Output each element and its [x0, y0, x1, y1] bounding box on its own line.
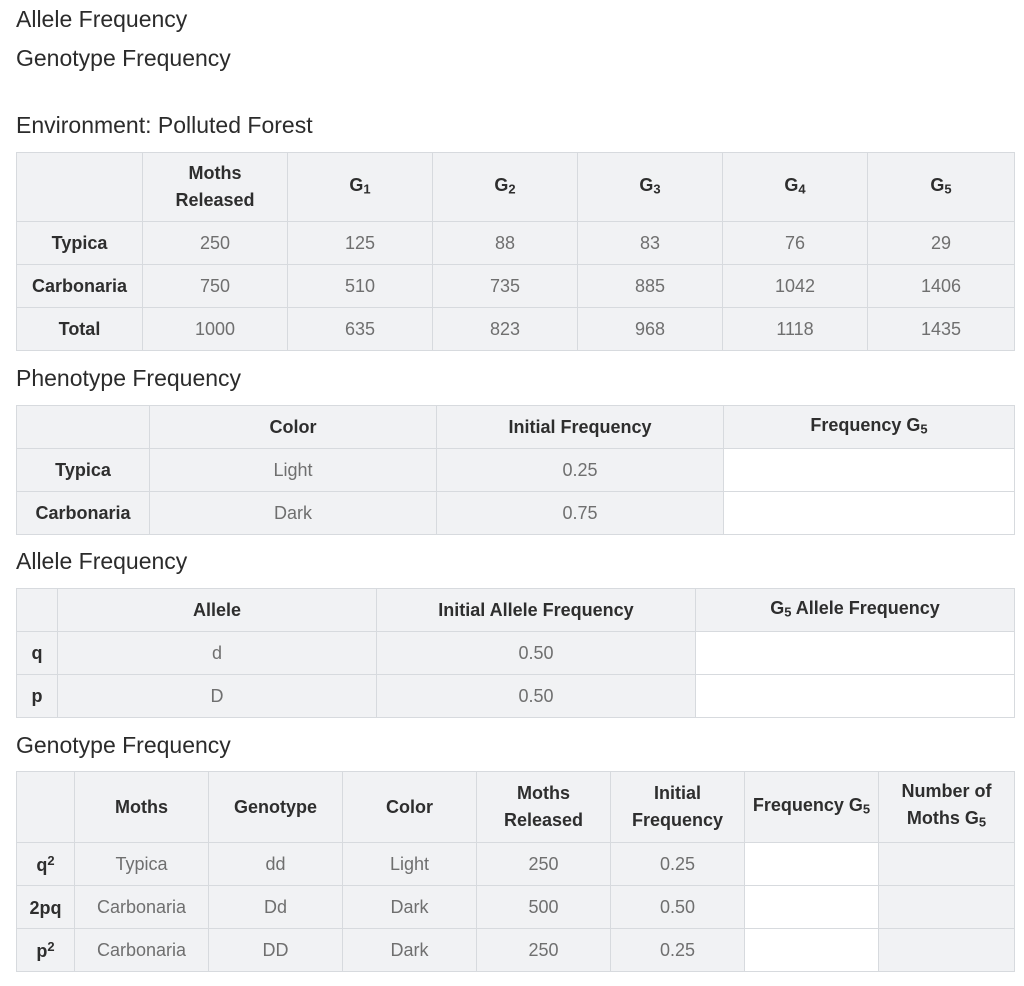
col-number-of-moths-g5: Number of Moths $G_5$ [879, 772, 1015, 843]
g5-allele-frequency-input[interactable] [696, 675, 1015, 718]
cell: 885 [578, 265, 723, 308]
table-header-row [17, 772, 1015, 843]
table-header-row [17, 589, 1015, 632]
genotype-table [16, 771, 1015, 972]
table-row [17, 449, 1015, 492]
col-moths: Moths [75, 772, 209, 843]
col-g3: $G_3$ [578, 153, 723, 222]
cell: 1000 [143, 308, 288, 351]
row-label: q [17, 632, 58, 675]
row-label: Total [17, 308, 143, 351]
number-of-moths-g5-input[interactable] [879, 843, 1015, 886]
table-row [17, 675, 1015, 718]
allele-frequency-link[interactable]: Allele Frequency [16, 6, 188, 32]
col-g4: $G_4$ [723, 153, 868, 222]
phenotype-table [16, 405, 1015, 535]
col-g2: $G_2$ [433, 153, 578, 222]
moths-table [16, 152, 1015, 351]
row-label: p [17, 675, 58, 718]
table-row [17, 843, 1015, 886]
cell: Carbonaria [75, 886, 209, 929]
row-label: $p^2$ [17, 929, 75, 972]
cell: 0.25 [611, 929, 745, 972]
cell: 1406 [868, 265, 1015, 308]
cell: Typica [75, 843, 209, 886]
cell: 88 [433, 222, 578, 265]
cell: 250 [143, 222, 288, 265]
col-genotype: Genotype [209, 772, 343, 843]
cell: 0.50 [377, 632, 696, 675]
cell: 968 [578, 308, 723, 351]
table-header-row [17, 406, 1015, 449]
cell: 0.25 [611, 843, 745, 886]
number-of-moths-g5-input[interactable] [879, 929, 1015, 972]
table-row [17, 222, 1015, 265]
cell: 29 [868, 222, 1015, 265]
cell: D [58, 675, 377, 718]
table-row [17, 929, 1015, 972]
row-label: Carbonaria [17, 492, 150, 535]
col-initial-allele-frequency: Initial Allele Frequency [377, 589, 696, 632]
row-label: $q^2$ [17, 843, 75, 886]
genotype-frequency-title: Genotype Frequency [16, 732, 231, 758]
col-frequency-g5: Frequency $G_5$ [724, 406, 1015, 449]
cell: 0.75 [437, 492, 724, 535]
cell: 510 [288, 265, 433, 308]
genotype-frequency-link[interactable]: Genotype Frequency [16, 45, 231, 71]
row-label: 2pq [17, 886, 75, 929]
col-initial-frequency: Initial Frequency [437, 406, 724, 449]
cell: 0.50 [377, 675, 696, 718]
cell: Dark [150, 492, 437, 535]
table-row [17, 632, 1015, 675]
cell: 0.50 [611, 886, 745, 929]
frequency-g5-input[interactable] [745, 929, 879, 972]
cell: 735 [433, 265, 578, 308]
col-allele: Allele [58, 589, 377, 632]
table-row [17, 492, 1015, 535]
cell: 750 [143, 265, 288, 308]
cell: 250 [477, 843, 611, 886]
cell: 1042 [723, 265, 868, 308]
cell: dd [209, 843, 343, 886]
corner-cell [17, 589, 58, 632]
cell: 250 [477, 929, 611, 972]
number-of-moths-g5-input[interactable] [879, 886, 1015, 929]
col-frequency-g5: Frequency $G_5$ [745, 772, 879, 843]
table-row [17, 265, 1015, 308]
cell: 76 [723, 222, 868, 265]
cell: 1118 [723, 308, 868, 351]
cell: Carbonaria [75, 929, 209, 972]
cell: Dark [343, 886, 477, 929]
cell: 1435 [868, 308, 1015, 351]
cell: 500 [477, 886, 611, 929]
cell: 823 [433, 308, 578, 351]
cell: d [58, 632, 377, 675]
corner-cell [17, 406, 150, 449]
frequency-g5-input[interactable] [724, 449, 1015, 492]
frequency-g5-input[interactable] [724, 492, 1015, 535]
allele-frequency-title: Allele Frequency [16, 548, 188, 574]
frequency-g5-input[interactable] [745, 886, 879, 929]
col-color: Color [150, 406, 437, 449]
col-g5: $G_5$ [868, 153, 1015, 222]
corner-cell [17, 772, 75, 843]
col-color: Color [343, 772, 477, 843]
cell: 83 [578, 222, 723, 265]
row-label: Typica [17, 222, 143, 265]
col-g5-allele-frequency: $G_5$ Allele Frequency [696, 589, 1015, 632]
environment-title: Environment: Polluted Forest [16, 112, 313, 138]
cell: DD [209, 929, 343, 972]
col-moths-released: Moths Released [143, 153, 288, 222]
corner-cell [17, 153, 143, 222]
cell: Dark [343, 929, 477, 972]
col-moths-released: Moths Released [477, 772, 611, 843]
cell: 635 [288, 308, 433, 351]
cell: 125 [288, 222, 433, 265]
frequency-g5-input[interactable] [745, 843, 879, 886]
phenotype-frequency-title: Phenotype Frequency [16, 365, 242, 391]
table-row [17, 886, 1015, 929]
cell: 0.25 [437, 449, 724, 492]
allele-table [16, 588, 1015, 718]
row-label: Typica [17, 449, 150, 492]
cell: Light [343, 843, 477, 886]
table-header-row [17, 153, 1015, 222]
col-g1: $G_1$ [288, 153, 433, 222]
col-initial-frequency: Initial Frequency [611, 772, 745, 843]
row-label: Carbonaria [17, 265, 143, 308]
cell: Light [150, 449, 437, 492]
cell: Dd [209, 886, 343, 929]
table-row [17, 308, 1015, 351]
g5-allele-frequency-input[interactable] [696, 632, 1015, 675]
